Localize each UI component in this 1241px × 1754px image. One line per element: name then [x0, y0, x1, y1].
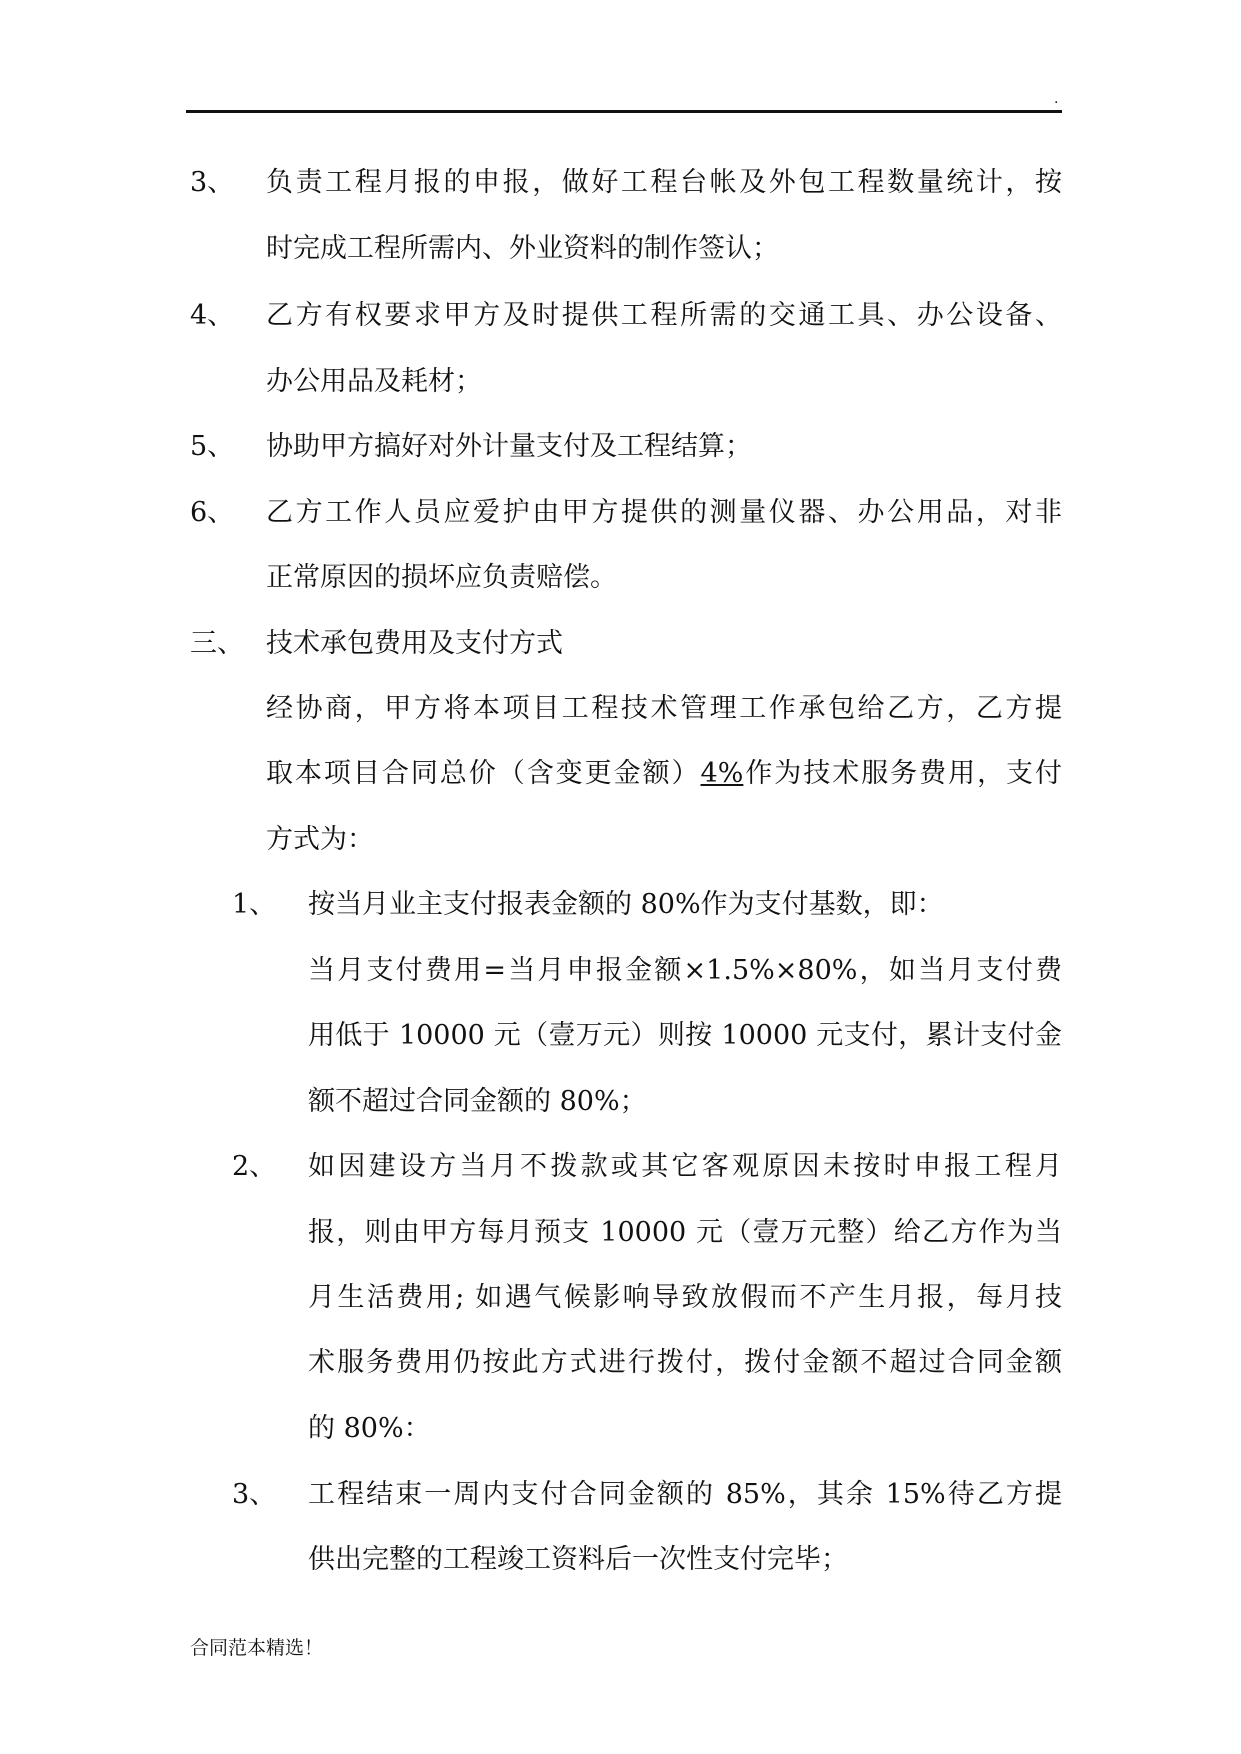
sub-item-text-line: 额不超过合同金额的 80%； — [308, 1086, 647, 1117]
item-text-line: 协助甲方搞好对外计量支付及工程结算； — [266, 431, 752, 462]
intro-text: 取本项目合同总价（含变更金额） — [266, 758, 701, 789]
sub-item-number: 1、 — [232, 889, 277, 920]
section-intro-line: 经协商，甲方将本项目工程技术管理工作承包给乙方，乙方提 — [266, 693, 1062, 724]
item-text-line: 正常原因的损坏应负责赔偿。 — [266, 562, 617, 593]
item-text-line: 负责工程月报的申报，做好工程台帐及外包工程数量统计，按 — [266, 167, 1062, 198]
sub-item-text-line: 报，则由甲方每月预支 10000 元（壹万元整）给乙方作为当 — [308, 1217, 1062, 1248]
sub-item-text-line: 如因建设方当月不拨款或其它客观原因未按时申报工程月 — [308, 1151, 1062, 1182]
item-number: 4、 — [190, 300, 235, 331]
sub-item-text-line: 用低于 10000 元（壹万元）则按 10000 元支付，累计支付金 — [308, 1020, 1062, 1051]
page-footer: 合同范本精选！ — [190, 1637, 324, 1659]
sub-item-text-line: 当月支付费用=当月申报金额×1.5%×80%，如当月支付费 — [308, 955, 1062, 986]
item-text-line: 时完成工程所需内、外业资料的制作签认； — [266, 233, 779, 264]
item-number: 5、 — [190, 431, 235, 462]
item-text-line: 办公用品及耗材； — [266, 366, 482, 397]
sub-item-number: 2、 — [232, 1151, 277, 1182]
section-number: 三、 — [190, 628, 244, 659]
item-number: 6、 — [190, 497, 235, 528]
header-mark: . — [1054, 91, 1059, 107]
fee-percentage: 4% — [700, 758, 744, 789]
section-intro-line: 方式为： — [266, 824, 374, 855]
header-rule — [186, 110, 1062, 113]
intro-text: 作为技术服务费用，支付 — [743, 758, 1063, 789]
sub-item-text-line: 月生活费用; 如遇气候影响导致放假而不产生月报，每月技 — [308, 1282, 1062, 1313]
item-text-line: 乙方有权要求甲方及时提供工程所需的交通工具、办公设备、 — [266, 300, 1062, 331]
sub-item-text-line: 工程结束一周内支付合同金额的 85%，其余 15%待乙方提 — [308, 1479, 1062, 1510]
sub-item-text-line: 术服务费用仍按此方式进行拨付，拨付金额不超过合同金额 — [308, 1347, 1062, 1378]
section-title: 技术承包费用及支付方式 — [266, 628, 563, 659]
sub-item-text-line: 按当月业主支付报表金额的 80%作为支付基数，即： — [308, 889, 944, 920]
sub-item-number: 3、 — [232, 1479, 277, 1510]
sub-item-text-line: 的 80%： — [308, 1413, 431, 1444]
item-number: 3、 — [190, 167, 235, 198]
section-intro-line — [266, 757, 1062, 791]
sub-item-text-line: 供出完整的工程竣工资料后一次性支付完毕； — [308, 1544, 848, 1575]
item-text-line: 乙方工作人员应爱护由甲方提供的测量仪器、办公用品，对非 — [266, 497, 1062, 528]
